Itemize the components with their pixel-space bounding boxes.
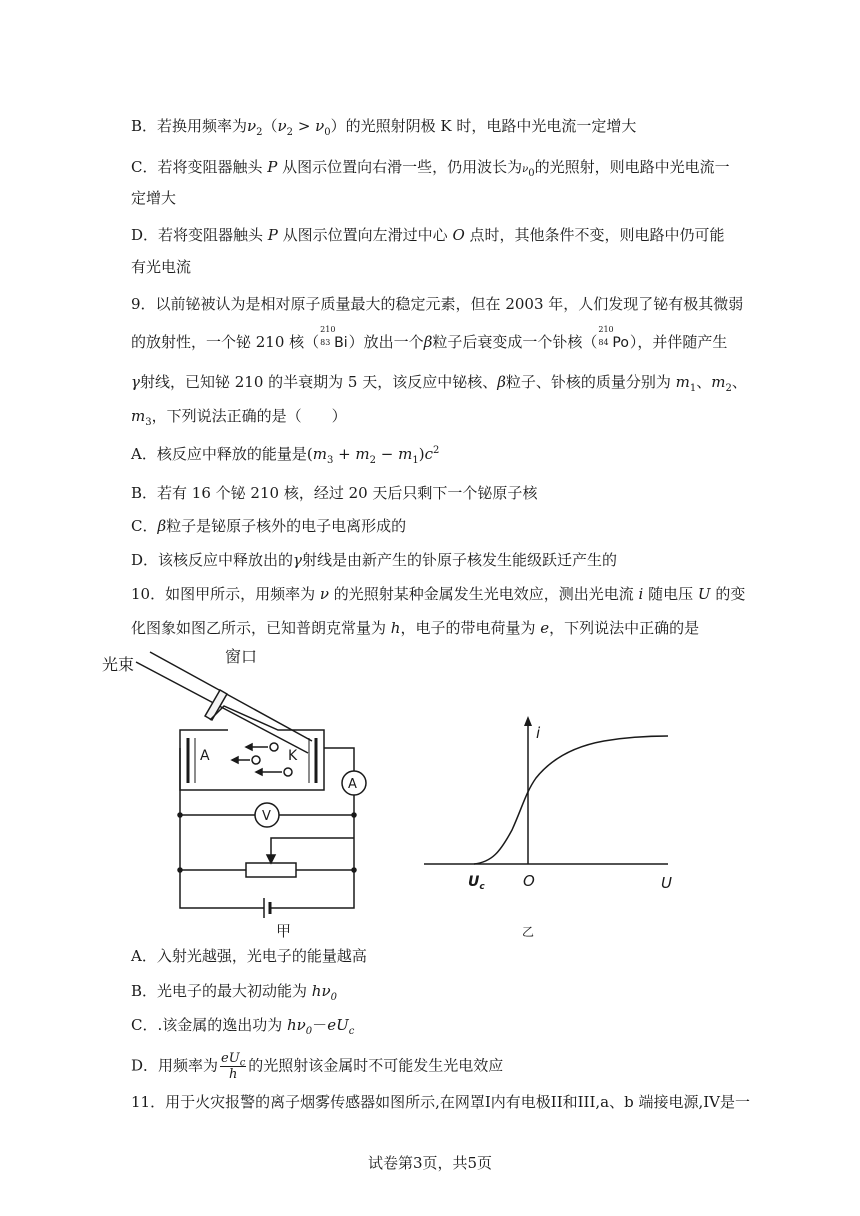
q10-option-d: D．用频率为 $\frac{eU_c}{h}$ 的光照射该金属时不可能发生光电效应 — [131, 1051, 504, 1082]
rheostat-slider — [271, 838, 354, 861]
q8-option-b: B．若换用频率为$\nu_2(\nu_2 > \nu_0)$的光照射阴极 K 时，电路中光电流一定增大 — [131, 117, 637, 138]
fraction-euc-over-h: $\frac{eU_c}{h}$ — [221, 1051, 246, 1082]
i-axis-label: i — [536, 724, 541, 742]
q9-stem-line1: 9．以前铋被认为是相对原子质量最大的稳定元素，但在 2003 年，人们发现了铋有极其微弱 — [131, 295, 744, 313]
window-label: 窗口 — [225, 647, 258, 666]
iu-graph-yi — [424, 716, 672, 939]
q8-option-c: C．若将变阻器触头 P 从图示位置向右滑一些，仍用波长为$\nu_0$的光照射，则电路中光电流一 — [131, 158, 730, 179]
origin-label: O — [523, 872, 535, 890]
page-footer: 试卷第3页，共5页 — [367, 1154, 493, 1172]
q9-option-c: C．β粒子是铋原子核外的电子电离形成的 — [131, 517, 407, 535]
bismuth-nuclide: 210 83 Bi — [320, 325, 348, 351]
caption-jia: 甲 — [276, 922, 292, 940]
q10-option-c: C．.该金属的逸出功为 $h\nu_0-eU_c$ — [131, 1016, 355, 1037]
q10-stem-line1: 10．如图甲所示，用频率为 ν 的光照射某种金属发生光电效应，测出光电流 i 随电压 U 的变 — [131, 585, 746, 603]
polonium-nuclide: 210 84 Po — [598, 325, 629, 351]
q9-stem-line3: γ射线，已知铋 210 的半衰期为 5 天，该反应中铋核、β粒子、钋核的质量分别为 $m_1$、$m_2$、 — [131, 373, 747, 394]
rheostat — [246, 863, 296, 877]
beam-label: 光束 — [102, 655, 135, 674]
q9-stem-line2: 的放射性，一个铋 210 核（ 210 83 Bi）放出一个β粒子后衰变成一个钋核（ 210 84 Po），并伴随产生 — [131, 325, 728, 351]
circuit-diagram-jia — [102, 647, 366, 940]
q10-option-a: A．入射光越强，光电子的能量越高 — [131, 947, 367, 965]
caption-yi: 乙 — [522, 925, 535, 939]
u-axis-label: U — [661, 874, 672, 892]
q9-option-b: B．若有 16 个铋 210 核，经过 20 天后只剩下一个铋原子核 — [131, 484, 538, 502]
window-glass — [205, 690, 227, 720]
q11-stem-line1: 11．用于火灾报警的离子烟雾传感器如图所示,在网罩I内有电极II和III,a、b 端接电源,IV是一 — [131, 1093, 751, 1111]
cathode-label: K — [288, 748, 298, 764]
q8-option-d-cont: 有光电流 — [131, 258, 192, 276]
photocurrent-curve — [474, 736, 668, 864]
anode-label: A — [200, 748, 210, 764]
q8-option-d: D．若将变阻器触头 P 从图示位置向左滑过中心 O 点时，其他条件不变，则电路中仍可能 — [131, 226, 725, 244]
uc-label: $U_c$ — [468, 874, 485, 892]
q10-stem-line2: 化图象如图乙所示，已知普朗克常量为 h，电子的带电荷量为 e，下列说法中正确的是 — [131, 619, 700, 637]
q8-option-c-cont: 定增大 — [131, 189, 177, 207]
ammeter-label: A — [348, 777, 357, 792]
photoelectric-figures — [102, 647, 688, 940]
q9-option-a: A．核反应中释放的能量是$(m_3 + m_2 - m_1)c^2$ — [131, 445, 440, 466]
q9-stem-line4: $m_3$，下列说法正确的是（ ） — [131, 407, 347, 428]
voltmeter-label: V — [262, 809, 271, 824]
q10-option-b: B．光电子的最大初动能为 $h\nu_0$ — [131, 982, 337, 1003]
q9-option-d: D．该核反应中释放出的γ射线是由新产生的钋原子核发生能级跃迁产生的 — [131, 551, 618, 569]
